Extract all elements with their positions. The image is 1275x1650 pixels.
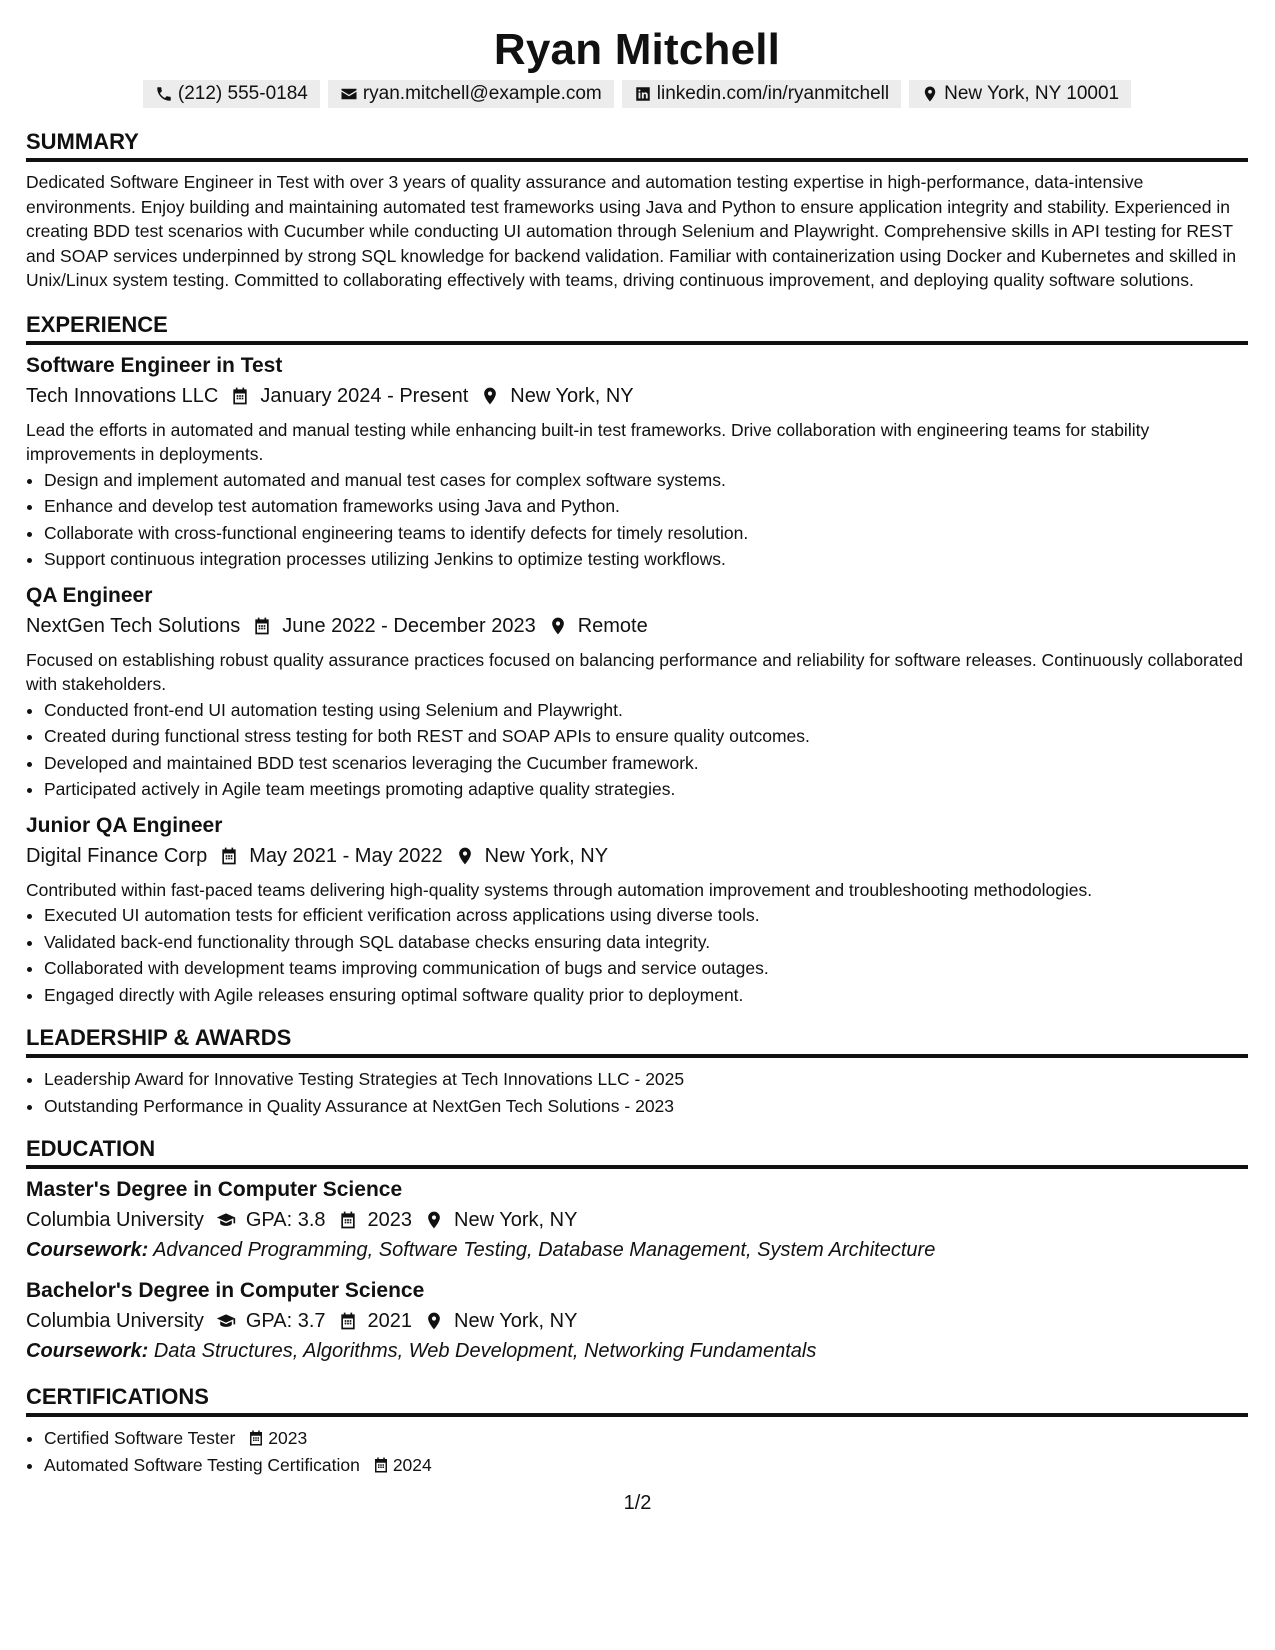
- job-description: Lead the efforts in automated and manual testing while enhancing built-in test frameworks. Drive collaboration with engineering teams for stability improvements in deployments.: [26, 419, 1150, 464]
- list-item: • Developed and maintained BDD test scenarios leveraging the Cucumber framework.: [44, 750, 1248, 777]
- coursework-label: Coursework:: [26, 1239, 149, 1261]
- job-entry: [26, 353, 1248, 573]
- education-meta: [26, 1307, 1248, 1335]
- graduation-cap-icon: [216, 1311, 236, 1331]
- list-item: • Support continuous integration processes utilizing Jenkins to optimize testing workflows.: [44, 546, 1248, 573]
- job-location: New York, NY: [484, 844, 609, 867]
- school-name: Columbia University: [26, 1209, 204, 1231]
- list-item: • Collaborated with development teams improving communication of bugs and service outages.: [44, 955, 1248, 982]
- section-divider: [26, 1413, 1248, 1417]
- phone-text: (212) 555-0184: [177, 83, 308, 104]
- summary-section: [26, 130, 1248, 293]
- list-item: • Collaborate with cross-functional engineering teams to identify defects for timely resolution.: [44, 520, 1248, 547]
- contact-email: [328, 80, 614, 108]
- job-bullets: [26, 902, 1248, 1008]
- graduation-year: 2023: [367, 1209, 413, 1231]
- coursework-list: Advanced Programming, Software Testing, Database Management, System Architecture: [153, 1239, 936, 1261]
- job-dates: May 2021 - May 2022: [249, 844, 443, 867]
- school-name: Columbia University: [26, 1310, 204, 1332]
- job-title: Junior QA Engineer: [26, 813, 223, 837]
- calendar-icon: [230, 386, 250, 406]
- location-text: New York, NY 10001: [944, 83, 1120, 104]
- job-bullets: [26, 697, 1248, 803]
- job-entry: [26, 813, 1248, 1009]
- list-item: [44, 1452, 1248, 1479]
- contact-phone: [143, 80, 320, 108]
- calendar-icon: [252, 616, 272, 636]
- education-meta: [26, 1206, 1248, 1234]
- job-location: New York, NY: [510, 384, 634, 407]
- section-divider: [26, 341, 1248, 345]
- calendar-icon: [372, 1456, 390, 1474]
- graduation-year: 2021: [367, 1310, 413, 1332]
- section-divider: [26, 1165, 1248, 1169]
- job-meta: [26, 842, 1248, 870]
- contact-bar: [26, 80, 1248, 108]
- contact-linkedin: [622, 80, 901, 108]
- location-icon: [424, 1210, 444, 1230]
- job-company: Tech Innovations LLC: [26, 384, 219, 407]
- list-item: • Enhance and develop test automation frameworks using Java and Python.: [44, 493, 1248, 520]
- location-icon: [921, 85, 939, 103]
- candidate-name: Ryan Mitchell: [493, 25, 781, 74]
- certification-name: • Automated Software Testing Certification: [44, 1454, 360, 1475]
- section-divider: [26, 1054, 1248, 1058]
- job-company: NextGen Tech Solutions: [26, 614, 241, 637]
- school-location: New York, NY: [454, 1310, 578, 1332]
- certification-name: • Certified Software Tester: [44, 1428, 236, 1448]
- job-description: Contributed within fast-paced teams delivering high-quality systems through automation improvement and troubleshooting methodologies.: [26, 879, 1093, 900]
- degree-title: Bachelor's Degree in Computer Science: [26, 1279, 425, 1302]
- location-icon: [424, 1311, 444, 1331]
- section-title: LEADERSHIP & AWARDS: [26, 1025, 292, 1050]
- list-item: • Participated actively in Agile team meetings promoting adaptive quality strategies.: [44, 776, 1248, 803]
- list-item: • Leadership Award for Innovative Testing Strategies at Tech Innovations LLC - 2025: [44, 1066, 1248, 1093]
- section-title: EXPERIENCE: [26, 311, 168, 337]
- location-icon: [548, 616, 568, 636]
- email-text: ryan.mitchell@example.com: [362, 83, 602, 104]
- coursework: [26, 1337, 1248, 1365]
- job-meta: [26, 612, 1248, 640]
- page-number: 1/2: [623, 1492, 652, 1514]
- gpa-text: GPA: 3.8: [245, 1209, 326, 1231]
- calendar-icon: [219, 846, 239, 866]
- experience-section: [26, 313, 1248, 1009]
- job-meta: [26, 382, 1248, 410]
- job-title: Software Engineer in Test: [26, 353, 283, 377]
- certification-year: 2024: [392, 1454, 432, 1475]
- phone-icon: [155, 85, 173, 103]
- section-title: SUMMARY: [26, 129, 139, 154]
- job-entry: [26, 583, 1248, 803]
- summary-text: Dedicated Software Engineer in Test with over 3 years of quality assurance and automation testing expertise in high-performance, data-intensive environments. Enjoy building and maintaining automated test frameworks using Java and Python to ensure application integrity and stability. Experienced in creating BDD test scenarios with Cucumber while conducting UI automation through Selenium and Playwright. Comprehensive skills in API testing for REST and SOAP services underpinned by strong SQL knowledge for backend validation. Familiar with containerization using Docker and Kubernetes and skilled in Unix/Linux system testing. Committed to collaborating effectively with teams, driving continuous improvement, and deploying quality software solutions.: [26, 172, 1237, 290]
- job-description: Focused on establishing robust quality assurance practices focused on balancing performance and reliability for software releases. Continuously collaborated with stakeholders.: [26, 649, 1243, 694]
- school-location: New York, NY: [454, 1209, 578, 1231]
- education-section: [26, 1137, 1248, 1365]
- location-icon: [480, 386, 500, 406]
- list-item: • Validated back-end functionality through SQL database checks ensuring data integrity.: [44, 929, 1248, 956]
- calendar-icon: [338, 1210, 358, 1230]
- section-title: EDUCATION: [26, 1136, 156, 1161]
- list-item: [44, 1425, 1248, 1452]
- list-item: • Executed UI automation tests for efficient verification across applications using diverse tools.: [44, 902, 1248, 929]
- job-dates: January 2024 - Present: [260, 384, 469, 407]
- calendar-icon: [247, 1429, 265, 1447]
- coursework: [26, 1236, 1248, 1264]
- section-divider: [26, 158, 1248, 162]
- coursework-label: Coursework:: [26, 1340, 149, 1362]
- leadership-section: [26, 1026, 1248, 1119]
- certifications-section: [26, 1385, 1248, 1478]
- list-item: • Outstanding Performance in Quality Assurance at NextGen Tech Solutions - 2023: [44, 1093, 1248, 1120]
- job-company: Digital Finance Corp: [26, 844, 208, 867]
- list-item: • Created during functional stress testing for both REST and SOAP APIs to ensure quality outcomes.: [44, 723, 1248, 750]
- linkedin-icon: [634, 85, 652, 103]
- certifications-list: [26, 1425, 1248, 1478]
- coursework-list: Data Structures, Algorithms, Web Development, Networking Fundamentals: [153, 1340, 817, 1362]
- certification-year: 2023: [268, 1428, 308, 1448]
- list-item: • Conducted front-end UI automation testing using Selenium and Playwright.: [44, 697, 1248, 724]
- job-location: Remote: [577, 614, 648, 637]
- education-entry: [26, 1278, 1248, 1365]
- job-title: QA Engineer: [26, 583, 153, 607]
- calendar-icon: [338, 1311, 358, 1331]
- degree-title: Master's Degree in Computer Science: [26, 1178, 403, 1201]
- awards-list: [26, 1066, 1248, 1119]
- linkedin-text: linkedin.com/in/ryanmitchell: [656, 83, 890, 104]
- location-icon: [455, 846, 475, 866]
- list-item: • Engaged directly with Agile releases ensuring optimal software quality prior to deployment.: [44, 982, 1248, 1009]
- section-title: CERTIFICATIONS: [26, 1384, 209, 1409]
- gpa-text: GPA: 3.7: [245, 1310, 326, 1332]
- resume-page: [26, 0, 1248, 1478]
- contact-location: [909, 80, 1131, 108]
- graduation-cap-icon: [216, 1210, 236, 1230]
- education-entry: [26, 1177, 1248, 1264]
- job-bullets: [26, 467, 1248, 573]
- job-dates: June 2022 - December 2023: [282, 614, 536, 637]
- email-icon: [340, 85, 358, 103]
- list-item: • Design and implement automated and manual test cases for complex software systems.: [44, 467, 1248, 494]
